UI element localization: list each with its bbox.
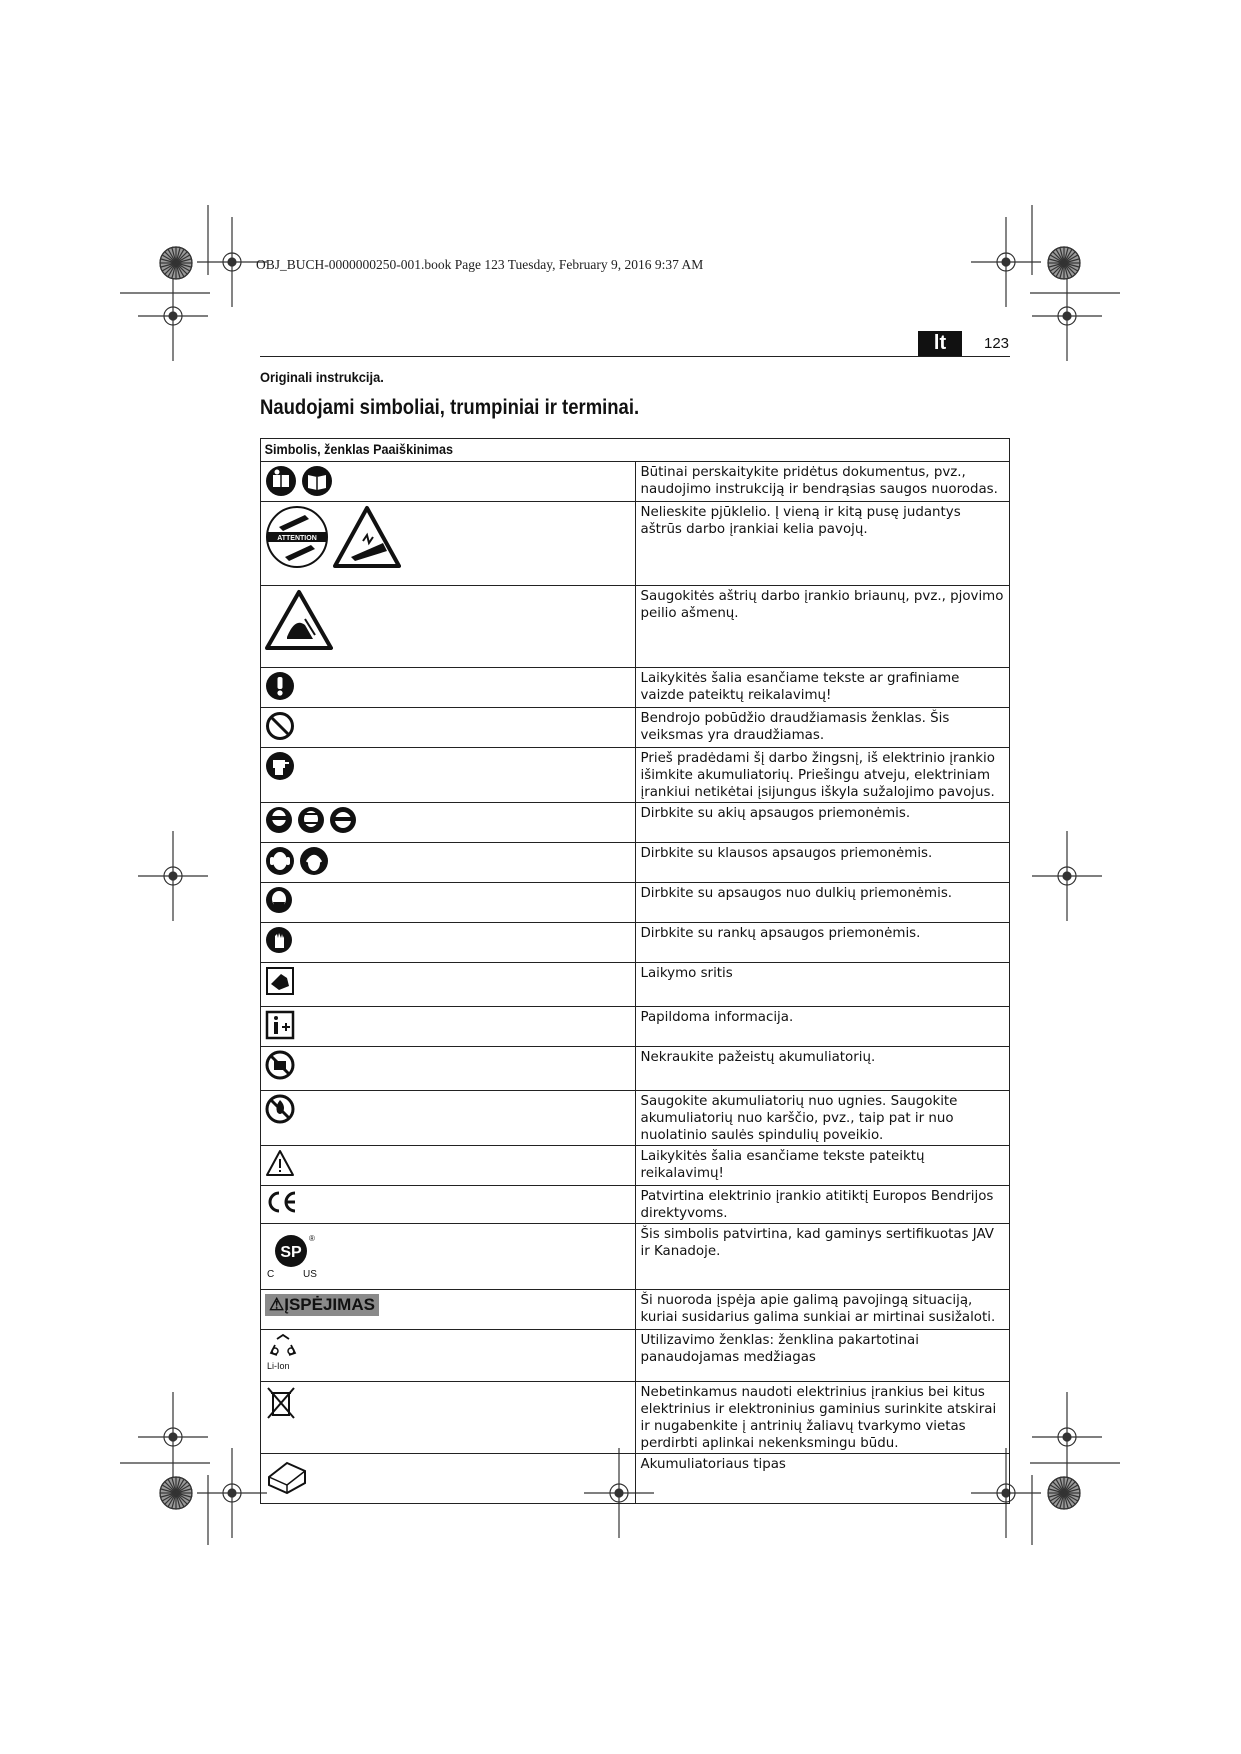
description-cell: Bendrojo pobūdžio draudžiamasis ženklas. Šis veiksmas yra draudžiamas. bbox=[635, 708, 1010, 748]
manual-book-icon bbox=[301, 465, 333, 497]
description-cell: Laikymo sritis bbox=[635, 963, 1010, 1007]
table-row bbox=[261, 502, 1010, 586]
symbol-cell bbox=[261, 803, 636, 843]
table-row bbox=[261, 668, 1010, 708]
description-cell: Nebetinkamus naudoti elektrinius įrankius bei kitus elektrinius ir elektroninius gaminius surinkite atskirai ir nugabenkite į antrinių žaliavų tvarkymo vietas perdirbti aplinkai nekenksmingu būdu. bbox=[635, 1382, 1010, 1454]
symbol-cell bbox=[261, 1382, 636, 1454]
description-cell: Dirbkite su rankų apsaugos priemonėmis. bbox=[635, 923, 1010, 963]
gripping-area-icon bbox=[265, 966, 295, 996]
description-cell: Nekraukite pažeistų akumuliatorių. bbox=[635, 1047, 1010, 1091]
table-row bbox=[261, 1007, 1010, 1047]
csa-certification-icon bbox=[265, 1227, 325, 1279]
symbols-table bbox=[260, 438, 1010, 1504]
symbol-cell bbox=[261, 668, 636, 708]
header-rule bbox=[260, 356, 1010, 357]
description-cell: Laikykitės šalia esančiame tekste pateiktų reikalavimų! bbox=[635, 1146, 1010, 1186]
symbol-cell bbox=[261, 883, 636, 923]
symbol-cell bbox=[261, 1091, 636, 1146]
table-row bbox=[261, 1224, 1010, 1290]
table-row bbox=[261, 462, 1010, 502]
description-cell: Būtinai perskaitykite pridėtus dokumentus, pvz., naudojimo instrukciją ir bendrąsias saugos nuorodas. bbox=[635, 462, 1010, 502]
warning-signal-word-icon: ⚠ĮSPĖJIMAS bbox=[265, 1294, 379, 1316]
table-row bbox=[261, 1290, 1010, 1330]
ear-protection-icon bbox=[265, 846, 295, 876]
description-cell: Šis simbolis patvirtina, kad gaminys sertifikuotas JAV ir Kanadoje. bbox=[635, 1224, 1010, 1290]
mandatory-exclamation-icon bbox=[265, 671, 295, 701]
description-cell: Patvirtina elektrinio įrankio atitiktį Europos Bendrijos direktyvoms. bbox=[635, 1186, 1010, 1224]
symbol-cell bbox=[261, 1224, 636, 1290]
ce-mark-icon bbox=[265, 1189, 299, 1215]
remove-battery-icon bbox=[265, 751, 295, 781]
symbol-cell bbox=[261, 1047, 636, 1091]
info-icon bbox=[265, 1010, 295, 1040]
table-row bbox=[261, 923, 1010, 963]
description-cell: Dirbkite su apsaugos nuo dulkių priemonėmis. bbox=[635, 883, 1010, 923]
print-file-header: OBJ_BUCH-0000000250-001.book Page 123 Tuesday, February 9, 2016 9:37 AM bbox=[256, 257, 704, 272]
svg-text:C: C bbox=[267, 1269, 275, 1279]
symbol-cell bbox=[261, 1007, 636, 1047]
table-row bbox=[261, 1091, 1010, 1146]
description-cell: Papildoma informacija. bbox=[635, 1007, 1010, 1047]
prohibition-icon bbox=[265, 711, 295, 741]
symbol-cell bbox=[261, 1186, 636, 1224]
description-cell: Dirbkite su akių apsaugos priemonėmis. bbox=[635, 803, 1010, 843]
safety-glasses-icon bbox=[265, 806, 293, 834]
symbol-cell bbox=[261, 1290, 636, 1330]
table-row bbox=[261, 586, 1010, 668]
document-type-label: Originali instrukcija. bbox=[260, 369, 384, 385]
symbol-cell bbox=[261, 1330, 636, 1382]
description-cell: Saugokite akumuliatorių nuo ugnies. Saugokite akumuliatorių nuo karščio, pvz., taip pat ir nuo nuolatinio saulės spindulių poveikio. bbox=[635, 1091, 1010, 1146]
table-row bbox=[261, 963, 1010, 1007]
svg-text:US: US bbox=[303, 1269, 317, 1279]
symbol-cell bbox=[261, 923, 636, 963]
table-row bbox=[261, 1454, 1010, 1504]
symbol-cell bbox=[261, 843, 636, 883]
symbol-cell bbox=[261, 1454, 636, 1504]
table-header-row bbox=[261, 439, 1010, 462]
symbol-cell bbox=[261, 748, 636, 803]
description-cell: Utilizavimo ženklas: ženklina pakartotinai panaudojamas medžiagas bbox=[635, 1330, 1010, 1382]
page-number: 123 bbox=[984, 335, 1010, 352]
section-title: Naudojami simboliai, trumpiniai ir terminai. bbox=[260, 395, 640, 419]
table-row bbox=[261, 748, 1010, 803]
recycling-li-ion-icon bbox=[265, 1333, 301, 1373]
symbol-cell bbox=[261, 963, 636, 1007]
symbol-cell bbox=[261, 1146, 636, 1186]
table-row bbox=[261, 708, 1010, 748]
table-row bbox=[261, 803, 1010, 843]
read-manual-icon bbox=[265, 465, 297, 497]
table-row bbox=[261, 1330, 1010, 1382]
symbol-cell bbox=[261, 502, 636, 586]
language-badge: lt bbox=[918, 331, 962, 356]
svg-text:Li-Ion: Li-Ion bbox=[267, 1361, 290, 1371]
table-row bbox=[261, 883, 1010, 923]
description-cell: Laikykitės šalia esančiame tekste ar grafiniame vaizde pateiktų reikalavimų! bbox=[635, 668, 1010, 708]
table-header: Simbolis, ženklas Paaiškinimas bbox=[264, 441, 453, 457]
svg-text:ATTENTION: ATTENTION bbox=[277, 535, 317, 542]
warning-triangle-icon bbox=[265, 1149, 295, 1177]
goggles-icon bbox=[329, 806, 357, 834]
dust-mask-icon bbox=[265, 886, 293, 914]
moving-blades-warning-icon bbox=[333, 505, 401, 569]
description-cell: Ši nuoroda įspėja apie galimą pavojingą situaciją, kuriai susidarius galima sunkiai ar mirtinai susižaloti. bbox=[635, 1290, 1010, 1330]
table-row bbox=[261, 1382, 1010, 1454]
svg-text:®: ® bbox=[309, 1234, 315, 1243]
symbol-cell bbox=[261, 708, 636, 748]
table-row bbox=[261, 1186, 1010, 1224]
description-cell: Dirbkite su klausos apsaugos priemonėmis. bbox=[635, 843, 1010, 883]
description-cell: Nelieskite pjūklelio. Į vieną ir kitą pusę judantys aštrūs darbo įrankiai kelia pavojų. bbox=[635, 502, 1010, 586]
attention-blade-icon bbox=[265, 505, 329, 569]
table-row bbox=[261, 1047, 1010, 1091]
table-row bbox=[261, 1146, 1010, 1186]
weee-crossed-bin-icon bbox=[265, 1385, 297, 1421]
face-shield-icon bbox=[297, 806, 325, 834]
table-row bbox=[261, 843, 1010, 883]
battery-no-fire-icon bbox=[265, 1094, 295, 1124]
svg-text:SP: SP bbox=[280, 1244, 302, 1261]
battery-pack-type-icon bbox=[265, 1457, 309, 1497]
no-damaged-battery-charging-icon bbox=[265, 1050, 295, 1080]
description-cell: Saugokitės aštrių darbo įrankio briaunų, pvz., pjovimo peilio ašmenų. bbox=[635, 586, 1010, 668]
sharp-edge-warning-icon bbox=[265, 589, 333, 651]
gloves-icon bbox=[265, 926, 293, 954]
ear-muffs-icon bbox=[299, 846, 329, 876]
symbol-cell bbox=[261, 462, 636, 502]
description-cell: Prieš pradėdami šį darbo žingsnį, iš elektrinio įrankio išimkite akumuliatorių. Priešingu atveju, elektriniam įrankiui netikėtai įsijungus iškyla sužalojimo pavojus. bbox=[635, 748, 1010, 803]
symbol-cell bbox=[261, 586, 636, 668]
description-cell: Akumuliatoriaus tipas bbox=[635, 1454, 1010, 1504]
